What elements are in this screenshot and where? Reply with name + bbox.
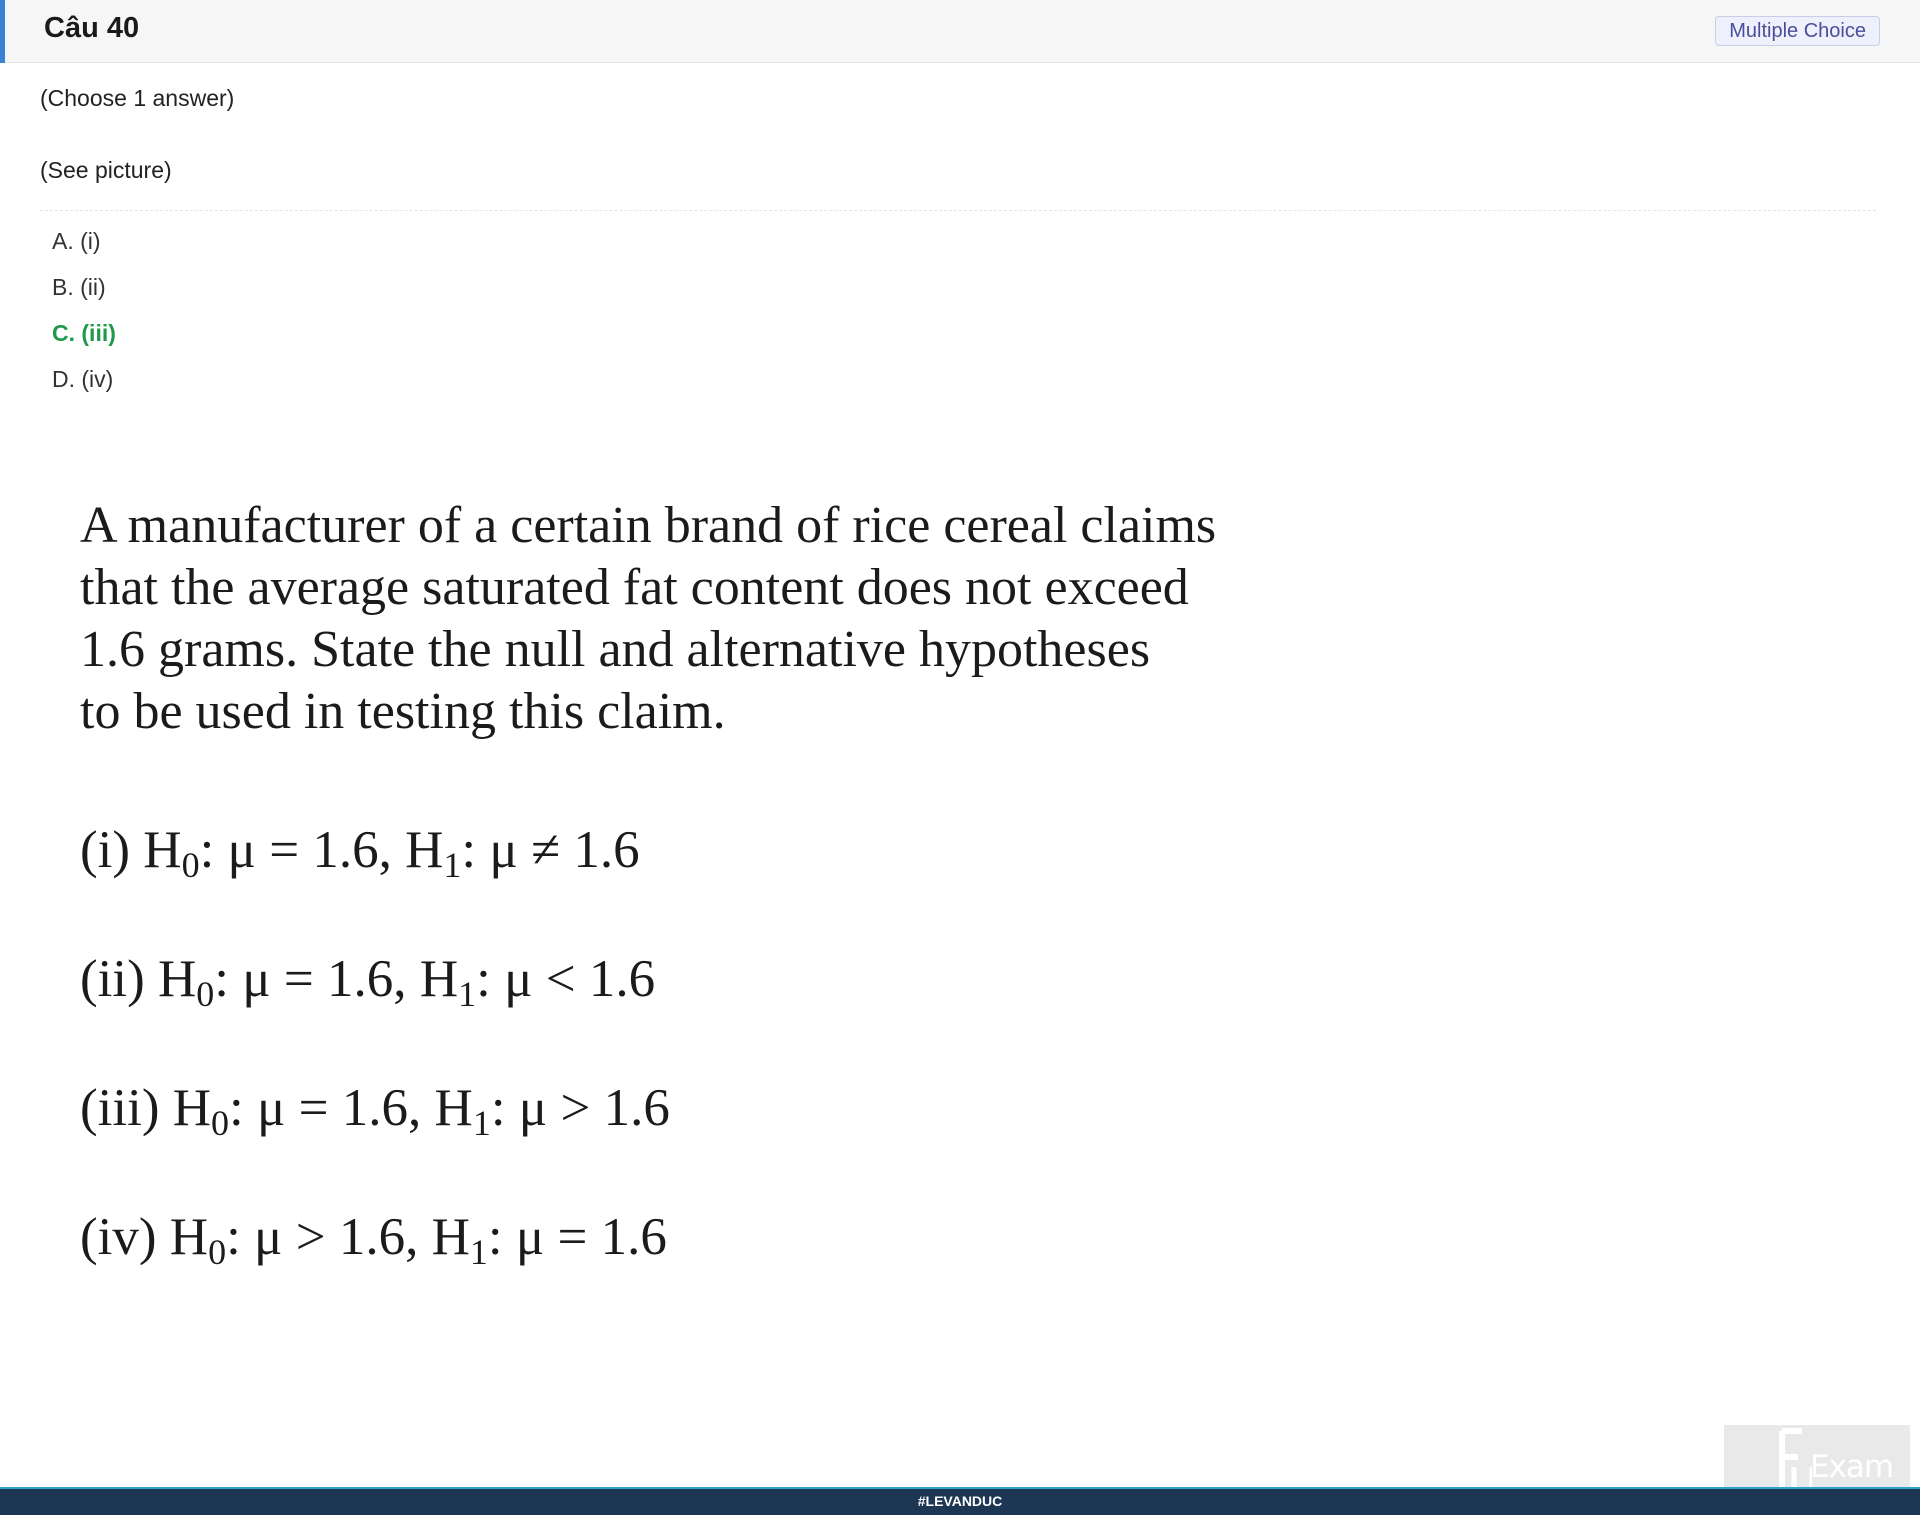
question-header (0, 0, 1920, 63)
option-c[interactable]: C. (iii) (52, 320, 116, 346)
alt-expr: : μ < 1.6 (476, 950, 656, 1008)
hypothesis-line (80, 1207, 667, 1273)
alt-h: H (434, 1079, 473, 1137)
problem-line: A manufacturer of a certain brand of rice cereal claims (80, 497, 1217, 554)
problem-line: that the average saturated fat content does not exceed (80, 559, 1189, 616)
question-title: Câu 40 (44, 12, 140, 44)
null-expr: : μ = 1.6, (199, 821, 406, 879)
alt-h: H (419, 950, 459, 1008)
footer-bar (0, 1487, 1920, 1515)
alt-expr: : μ = 1.6 (487, 1208, 667, 1266)
divider (40, 210, 1876, 211)
problem-statement (80, 495, 1380, 743)
null-h: H (158, 950, 197, 1008)
alt-sub: 1 (469, 1232, 488, 1272)
alt-sub: 1 (458, 974, 477, 1014)
alt-h: H (431, 1208, 470, 1266)
question-picture (80, 495, 1380, 1272)
alt-expr: : μ ≠ 1.6 (461, 821, 640, 879)
problem-line: to be used in testing this claim. (80, 683, 726, 740)
question-type-badge: Multiple Choice (1715, 16, 1880, 46)
hypothesis-number: (iii) (80, 1079, 173, 1137)
footer-text: #LEVANDUC (917, 1493, 1003, 1509)
null-h: H (169, 1208, 209, 1266)
hypothesis-number: (ii) (80, 950, 158, 1008)
hypothesis-line (80, 820, 640, 886)
answer-instruction: (Choose 1 answer) (40, 85, 235, 111)
null-expr: : μ = 1.6, (229, 1079, 435, 1137)
null-sub: 0 (211, 1103, 230, 1143)
alt-sub: 1 (472, 1103, 491, 1143)
alt-sub: 1 (443, 845, 462, 885)
alt-h: H (405, 821, 444, 879)
option-a[interactable]: A. (i) (52, 228, 101, 254)
problem-line: 1.6 grams. State the null and alternative hypotheses (80, 621, 1151, 678)
hypothesis-line (80, 1078, 670, 1144)
null-sub: 0 (196, 974, 215, 1014)
watermark-text: Exam (1810, 1449, 1894, 1485)
hypothesis-line (80, 949, 655, 1015)
null-sub: 0 (181, 845, 200, 885)
null-sub: 0 (208, 1232, 227, 1272)
option-b[interactable]: B. (ii) (52, 274, 106, 300)
question-prompt: (See picture) (40, 157, 172, 183)
option-d[interactable]: D. (iv) (52, 366, 114, 392)
alt-expr: : μ > 1.6 (490, 1079, 670, 1137)
hypothesis-number: (iv) (80, 1208, 170, 1266)
null-h: H (143, 821, 182, 879)
hypothesis-number: (i) (80, 821, 144, 879)
header-accent-bar (0, 0, 5, 63)
null-expr: : μ > 1.6, (226, 1208, 432, 1266)
null-h: H (172, 1079, 212, 1137)
null-expr: : μ = 1.6, (214, 950, 420, 1008)
answer-options (52, 226, 116, 410)
